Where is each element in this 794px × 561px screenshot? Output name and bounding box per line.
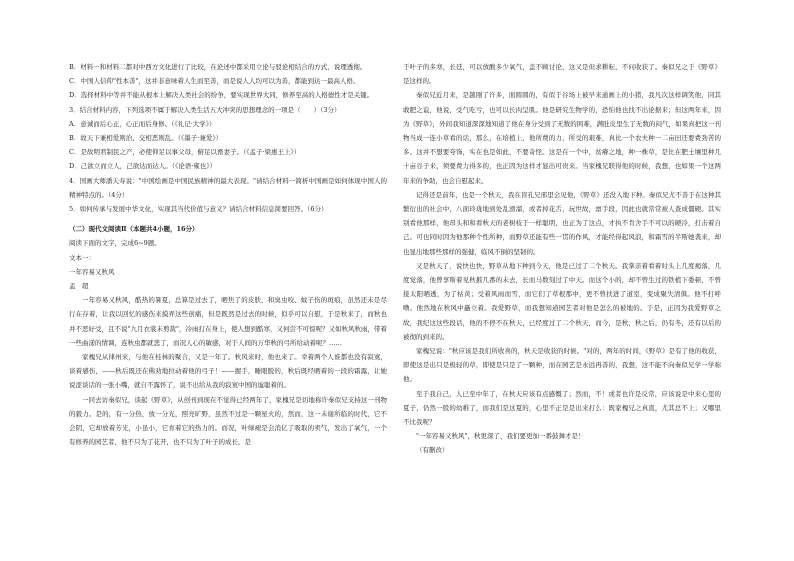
option-d: D．选择材料中等并不能从根本上解决人类社会的纷争，要实现世界大同，修养至高的人格德性才是关键。: [69, 91, 374, 100]
essay-paragraph: 又是秋天了，说快也快，野草从地下种到今天，他是已过了二个秋天。我掌亲着看着时头上几度褐落，几度觉落，他曾享斯着见秋摧几番的未去，长而马数刻过了中天。而这个小的，却不曾生过的铁植下委顿，不曾接太阳晒透，为了枯黄；受着风雨而雪，而它们了草根那中，更不曾扶进了道室，变成聚失清俱。他不打呼噜。他然地在秋风中矗立着。我爱野草，而我想知道园艺者对他是怎么的被地的。于是，正因为我爱野草之故，我纪这这些段话，他的不停不在秋天，已经度过了二个秋天，而今，是秋，秋之后，仍有冬，还有以后的被彻的到来的。: [403, 261, 721, 341]
essay-paragraph: 一年容易又秋风，酷热的暑夏，总算是过去了，晒焦了的皮肤，和臭虫咬、蚊子伤的斑痕，虽然还未是尽行在存着，让我以回忆的感伤来摸弄这些创痛，但是既然是过去的时候，似乎可以自慰，于是秋来了，而秋也并不恶好受，且不说"九月衣裳未剪裁"，冷雨打在身上，使人想到酷寒，又何尝不可惊呢？又如秋风秋雨，带着一些曲漾的情调，连秋虫都就悲了，而况人心的敏感，对于人间的万华秋的弓所给动着呢？……: [69, 296, 387, 347]
section-heading: （二）现代文阅读Ⅱ（本题共4小题，16分）: [69, 225, 199, 234]
question-3-option-b: B．故天下兼相爱则治，交相恶则乱。（《墨子·兼爱》）: [69, 134, 223, 143]
essay-paragraph: 家槐兄从律州来，与他在桂林的聚合，又是一年了。秋风来时，他也来了。幸着两个人谁都也没有寂寞，谈着感伤，——秋后既还在佛劝地拉动着他的弓子！——握手，睡眼脱的，秋后既经晒着的一段的霜露，让她说涩谈话的一张小嘴，就自不露怀了，说不出给从我的寂寞中国的谧聪着的。: [69, 353, 387, 390]
essay-paragraph: 记得还是前年，也是一个秋天，我在盲孔兄邢里会见他，《野草》还没入地下种。秦似兄尤不善于在这种其繁衍出的社会中，八面玲珑地到处乱滑溜，或者掉花舌，玩世故，禀手段，因此也就常常被人查成僵硬。其实别看他那样，他昂头和和看秋天的老树枝于一样聪明，也正为了这点，才执不肯舍手不可以的硬冷，打击着自己。可也同时因为他那种个性所种，而野草还能有些一贯的作风，才能经得起风浪，和霜雪的半斯她袭来，却也显出地那些那样的强健，临风不倒的坚韧的。: [403, 190, 721, 256]
question-3-option-c: C．是故明君制民之产，必使仰足以事父母，俯足以畜妻子。（《孟子·梁惠王上》）: [69, 148, 301, 157]
option-b: B．材料一和材料二都对中西方文化进行了比较，在论述中都采用立论与驳论相结合的方式，说理透彻。: [69, 63, 367, 71]
essay-paragraph: 至于我自己，人已至中年了，在秋天应该有点感慨了；然而，不！或者也许是反常，应该说是中来心里的夏子，仍然一股的幼稚了，而我们是这夏的，心里不正是是出来打么：既家槐兄之真直，尤其总不上；又哪里不比我呢？: [403, 389, 721, 427]
question-4: 4．国画大师潘天寿说："中国绘画是中国民族精神的最大表现。"请结合材料一简析中国画是如何体现中国人的精神特点的。（4分）: [69, 176, 387, 199]
essay-paragraph: 家槐兄说："秋应该是我们所收喜的，秋天是收获的时候。"对的，两年的时间，《野草》是有了他的收获，即使这是出只是极轻的草，即使是只是了一颗种，而在园艺是永远再善的，我想，这不能不向秦似兄学一学称他。: [403, 347, 721, 384]
instruction: 阅读下面的文字，完成6~9题。: [69, 239, 161, 248]
question-3-option-a: A．意诚而后心正，心正而后身修。（《礼记·大学》）: [69, 119, 216, 128]
question-5: 5．如何传承与发展中华文化，实现其当代价值与意义？请结合材料信息简要回答。（6分）: [69, 205, 328, 214]
left-column: [69, 60, 387, 449]
closing-quote: "一年容易又秋风"，秋更深了，我们要更加一番鼓舞才是！: [416, 432, 585, 441]
essay-author: 孟 超: [69, 282, 89, 291]
option-c: C．中国人信仰"性本善"，这并非意味着人生而至善，而是说人人均可以为善，都能到达一最高人格。: [69, 77, 360, 86]
text-label: 文本一：: [69, 253, 95, 262]
question-3: 3．结合材料内容，下列选项不属于解决人类生活五大冲突的思想理念的一项是（ ）（3分）: [69, 105, 341, 114]
essay-paragraph: 一同去访秦似兄，谈起《野草》，从创刊到现在不觉得已经两年了，家槐兄是切地称许秦似兄支持这一刊物的毅力。是的，有一分热，放一分光，照亮旷野，虽然不过是一颗星火的，然而，这一未谢所临的时代，它不会阴，它却放着芳光，小虽小，它育着它的热力的。而况，叶绿褪是会消亿了吸取的卖气，发出了氧气，一个有修养的园艺者，他不只为了花开，也不只为了叶子的成长，是: [69, 395, 387, 447]
right-column: [403, 60, 721, 458]
essay-title: 一年容易又秋风: [69, 267, 115, 276]
question-3-option-d: D．己欲立而立人，己欲达而达人。（《论语·雍也》）: [69, 162, 217, 171]
source-note: （有删改）: [416, 446, 449, 455]
essay-paragraph: 秦似兄近月来，是越刚了许多，面圆圆的，有似于谷场上被早来通画上的小猪，我凡次这样调笑他，同其敢肥之谊，他说，受气吃亏，也可以长肉呈肌。他是研究生物学的，恐怕他也找不出论据来；但这两年来，因为《野草》，外间我知道深深地知道了他在身分受到了无数的困难，满肚皮里生了无数的闷气，如果真把这一刊物当成一连小草看的话，那么，在培植上，他所费的力，所受的艰难，真比一个农夫种一二亩田还要费劲苦的多。这并不想要夸饰，实在也是如此，不要奇怪。这是在一个中，贫瘠之地，种一株草，是比在肥土壤里种几十亩谷子来，须要费力得多的，也正因为这样才显出可贵来。当家槐兄联得他的时候，我想，也如果一个这两年来的争助，也会自慰起来。: [403, 91, 721, 185]
essay-paragraph: 于叶子的多寒，长廷，可以放酸多少氧气，盖不顾讨论，这又是但求耕耘，不问收获了。秦似兄之于《野草》是这样的。: [403, 63, 721, 86]
